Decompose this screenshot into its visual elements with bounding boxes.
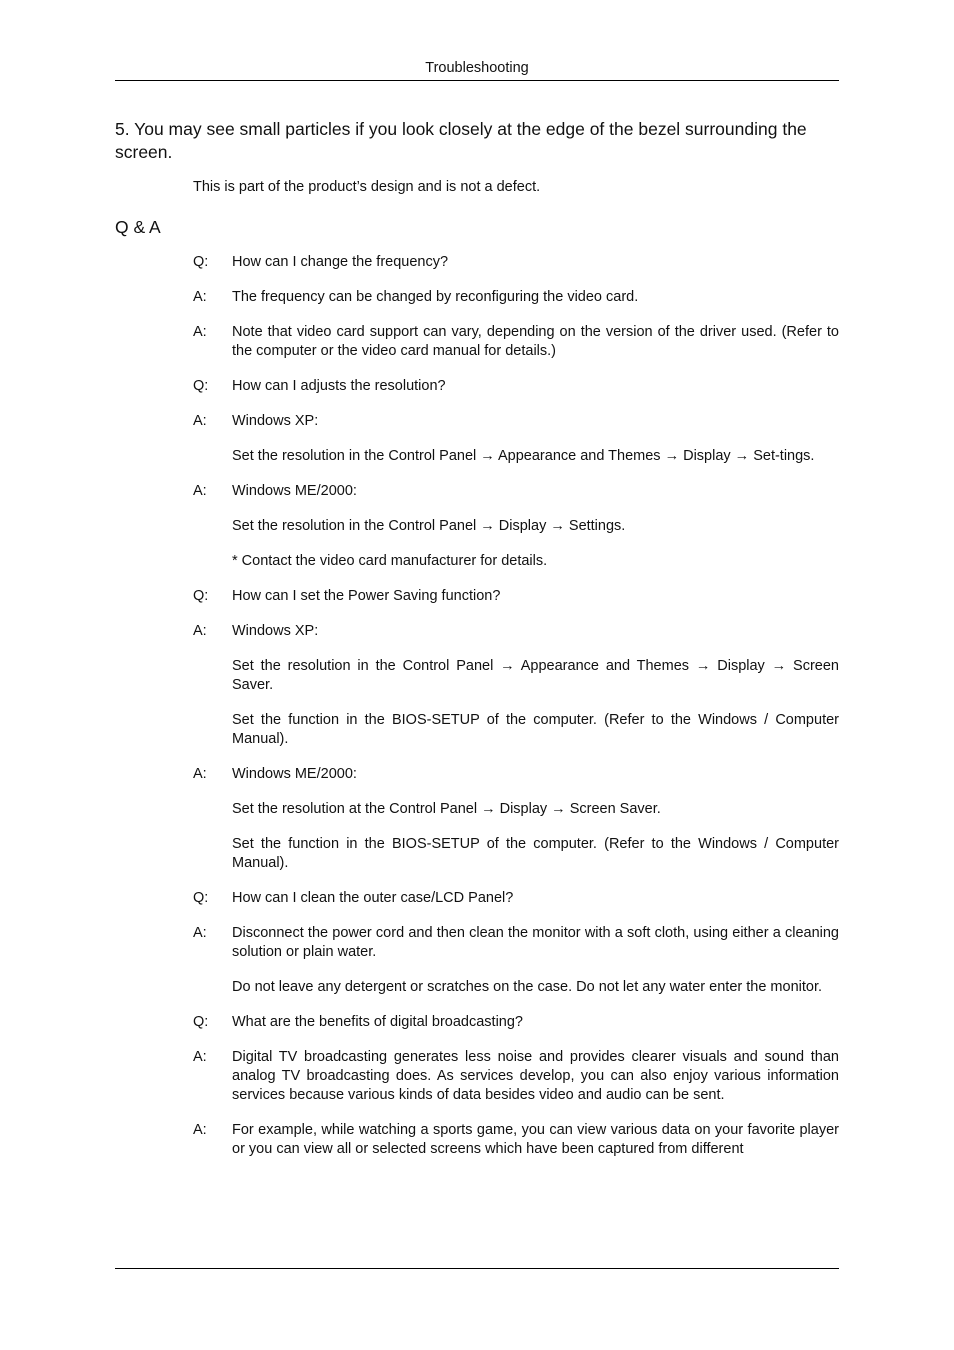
qa-item — [193, 765, 839, 873]
qa-body — [232, 1121, 839, 1159]
qa-label: A: — [193, 925, 207, 941]
qa-paragraph: Set the resolution in the Control Panel → Display → Settings. — [232, 518, 626, 534]
qa-label: A: — [193, 766, 207, 782]
qa-paragraph: For example, while watching a sports game, you can view various data on your favorite player or you can view all or selected screens which have been captured from different — [232, 1122, 839, 1157]
qa-item — [193, 1121, 839, 1159]
qa-item — [193, 323, 839, 361]
qa-item — [193, 622, 839, 749]
qa-body — [232, 482, 839, 571]
qa-label: A: — [193, 623, 207, 639]
qa-body — [232, 587, 839, 606]
document-page — [115, 0, 839, 1350]
section-heading: 5. You may see small particles if you look closely at the edge of the bezel surrounding the screen. — [115, 119, 807, 162]
qa-paragraph: How can I set the Power Saving function? — [232, 588, 501, 604]
qa-list — [193, 253, 839, 1159]
qa-item — [193, 412, 839, 466]
qa-label: Q: — [193, 890, 209, 906]
qa-item — [193, 253, 839, 272]
qa-paragraph: Windows XP: — [232, 413, 319, 429]
qa-body — [232, 1013, 839, 1032]
qa-paragraph: What are the benefits of digital broadcasting? — [232, 1014, 523, 1030]
qa-body — [232, 323, 839, 361]
qa-paragraph: Set the function in the BIOS-SETUP of the computer. (Refer to the Windows / Computer Manual). — [232, 836, 839, 871]
qa-paragraph: How can I adjusts the resolution? — [232, 378, 446, 394]
qa-body — [232, 288, 839, 307]
qa-paragraph: The frequency can be changed by reconfiguring the video card. — [232, 289, 639, 305]
qa-label: Q: — [193, 378, 209, 394]
qa-label: Q: — [193, 1014, 209, 1030]
qa-paragraph: Set the resolution in the Control Panel → Appearance and Themes → Display → Screen Saver. — [232, 658, 839, 693]
qa-item — [193, 587, 839, 606]
qa-body — [232, 622, 839, 749]
qa-label: A: — [193, 324, 207, 340]
qa-body — [232, 412, 839, 466]
qa-label: A: — [193, 1049, 207, 1065]
qa-body — [232, 1048, 839, 1105]
qa-paragraph: How can I clean the outer case/LCD Panel? — [232, 890, 514, 906]
qa-paragraph: Digital TV broadcasting generates less noise and provides clearer visuals and sound than analog TV broadcasting does. As services develop, you can also enjoy various information services because various kinds of data besides video and audio can be sent. — [232, 1049, 839, 1103]
qa-item — [193, 482, 839, 571]
header-divider — [115, 80, 839, 81]
qa-item — [193, 1013, 839, 1032]
qa-body — [232, 377, 839, 396]
qa-label: A: — [193, 483, 207, 499]
qa-paragraph: Set the function in the BIOS-SETUP of the computer. (Refer to the Windows / Computer Manual). — [232, 712, 839, 747]
qa-paragraph: Windows XP: — [232, 623, 319, 639]
qa-item — [193, 288, 839, 307]
qa-paragraph: Windows ME/2000: — [232, 766, 357, 782]
qa-paragraph: Disconnect the power cord and then clean the monitor with a soft cloth, using either a cleaning solution or plain water. — [232, 925, 839, 960]
qa-label: Q: — [193, 588, 209, 604]
qa-paragraph: Set the resolution at the Control Panel → Display → Screen Saver. — [232, 801, 661, 817]
section-text: This is part of the product’s design and is not a defect. — [193, 179, 541, 195]
qa-paragraph: How can I change the frequency? — [232, 254, 449, 270]
qa-label: A: — [193, 289, 207, 305]
qa-label: A: — [193, 413, 207, 429]
qa-body — [232, 765, 839, 873]
qa-label: Q: — [193, 254, 209, 270]
qa-label: A: — [193, 1122, 207, 1138]
page-header-title: Troubleshooting — [425, 60, 529, 76]
qa-body — [232, 889, 839, 908]
qa-paragraph: Set the resolution in the Control Panel → Appearance and Themes → Display → Set-tings. — [232, 448, 815, 464]
footer-divider — [115, 1268, 839, 1269]
qa-item — [193, 1048, 839, 1105]
qa-item — [193, 889, 839, 908]
qa-body — [232, 924, 839, 997]
qa-heading: Q & A — [115, 217, 161, 237]
qa-paragraph: * Contact the video card manufacturer for details. — [232, 553, 548, 569]
qa-body — [232, 253, 839, 272]
qa-paragraph: Windows ME/2000: — [232, 483, 357, 499]
qa-paragraph: Do not leave any detergent or scratches on the case. Do not let any water enter the monitor. — [232, 979, 823, 995]
qa-paragraph: Note that video card support can vary, depending on the version of the driver used. (Refer to the computer or the video card manual for details.) — [232, 324, 839, 359]
qa-item — [193, 377, 839, 396]
qa-item — [193, 924, 839, 997]
